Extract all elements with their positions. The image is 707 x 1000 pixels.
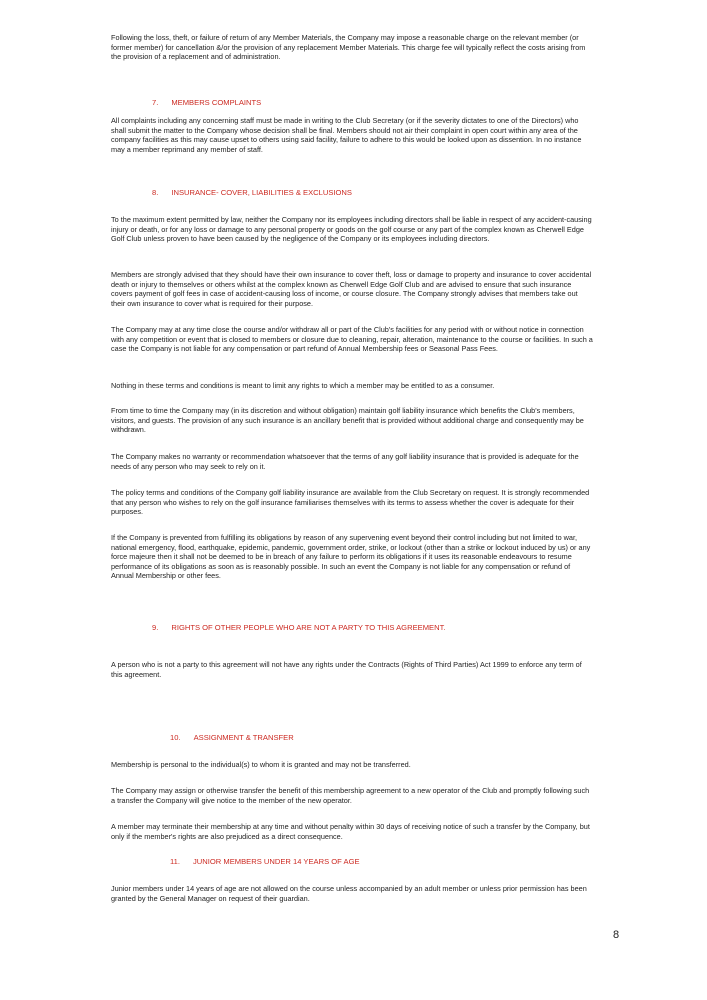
section-8-paragraph-2: Members are strongly advised that they should have their own insurance to cover theft, loss or damage to property and insurance to cover accidental death or injury to themselves or others whilst at the complex known as Cherwell Edge Golf Club and are advised to ensure that such insurance covers payment of golf fees in case of accident-causing loss of income, or course closure. The Company strongly advises that members take out their own insurance to cover what is required for their purpose. <box>111 270 592 308</box>
section-10-heading <box>170 733 294 742</box>
section-7-heading <box>152 98 261 107</box>
section-11-title: JUNIOR MEMBERS UNDER 14 YEARS OF AGE <box>193 857 360 866</box>
section-11-heading <box>170 857 360 866</box>
intro-paragraph: Following the loss, theft, or failure of return of any Member Materials, the Company may impose a reasonable charge on the relevant member (or former member) for cancellation &/or the provision of any replacement Member Materials. This charge fee will typically reflect the costs arising from the provision of a replacement and of administration. <box>111 33 586 62</box>
section-7-paragraph-1: All complaints including any concerning staff must be made in writing to the Club Secretary (or if the severity dictates to one of the Directors) who shall submit the matter to the Company whose decision shall be final. Members should not air their complaint in open court within any area of the company facilities as this may cause upset to others using said facility, failure to adhere to this would be looked upon as dissention. In no instance may a member reprimand any member of staff. <box>111 116 582 154</box>
section-9-paragraph-1: A person who is not a party to this agreement will not have any rights under the Contracts (Rights of Third Parties) Act 1999 to enforce any term of this agreement. <box>111 660 582 679</box>
section-10-paragraph-2: The Company may assign or otherwise transfer the benefit of this membership agreement to a new operator of the Club and promptly following such a transfer the Company will give notice to the member of the new operator. <box>111 786 590 805</box>
section-8-heading <box>152 188 352 197</box>
section-9-heading <box>152 623 445 632</box>
section-10-number: 10. <box>170 733 181 742</box>
section-11-paragraph-1: Junior members under 14 years of age are not allowed on the course unless accompanied by an adult member or unless prior permission has been granted by the General Manager on request of their guardian. <box>111 884 587 903</box>
section-10-title: ASSIGNMENT & TRANSFER <box>193 733 294 742</box>
section-8-paragraph-4: Nothing in these terms and conditions is meant to limit any rights to which a member may be entitled to as a consumer. <box>111 381 495 390</box>
section-8-number: 8. <box>152 188 159 197</box>
section-8-title: INSURANCE- COVER, LIABILITIES & EXCLUSIONS <box>171 188 352 197</box>
section-11-number: 11. <box>170 857 180 866</box>
section-8-paragraph-6: The Company makes no warranty or recommendation whatsoever that the terms of any golf liability insurance that is provided is adequate for the needs of any person who may seek to rely on it. <box>111 452 579 471</box>
section-7-title: MEMBERS COMPLAINTS <box>171 98 262 107</box>
section-8-paragraph-1: To the maximum extent permitted by law, neither the Company nor its employees including directors shall be liable in respect of any accident-causing injury or death, or for any loss or damage to any personal property or goods on the golf course or any part of the complex known as Cherwell Edge Golf Club unless proven to have been caused by the negligence of the Company or its employees including directors. <box>111 215 592 244</box>
section-7-number: 7. <box>152 98 159 107</box>
section-10-paragraph-3: A member may terminate their membership at any time and without penalty within 30 days of receiving notice of such a transfer by the Company, but only if the member's rights are also prejudiced as a direct consequence. <box>111 822 590 841</box>
section-8-paragraph-3: The Company may at any time close the course and/or withdraw all or part of the Club's facilities for any period with or without notice in connection with any competition or event that is closed to members or closure due to cleaning, repair, alteration, maintenance to the course or facilities. In such a case the Company is not liable for any compensation or part refund of Annual Membership fees or Seasonal Pass Fees. <box>111 325 593 354</box>
page-number: 8 <box>613 929 620 941</box>
section-8-paragraph-5: From time to time the Company may (in its discretion and without obligation) maintain golf liability insurance which benefits the Club's members, visitors, and guests. The provision of any such insurance is an ancillary benefit that is provided without additional charge and consequently may be withdrawn. <box>111 406 584 435</box>
section-10-paragraph-1: Membership is personal to the individual(s) to whom it is granted and may not be transferred. <box>111 760 411 769</box>
section-8-paragraph-8: If the Company is prevented from fulfilling its obligations by reason of any supervening event beyond their control including but not limited to war, national emergency, flood, earthquake, epidemic, pandemic, government order, strike, or lockout (other than a strike or lockout induced by us) or any force majeure then it shall not be deemed to be in breach of any failure to perform its obligations if it uses its reasonable endeavours to resume performance of its obligations as soon as is reasonably possible. In such an event the Company is not liable for any compensation or refund of Annual Membership or other fees. <box>111 533 591 581</box>
section-9-title: RIGHTS OF OTHER PEOPLE WHO ARE NOT A PARTY TO THIS AGREEMENT. <box>171 623 446 632</box>
section-9-number: 9. <box>152 623 159 632</box>
section-8-paragraph-7: The policy terms and conditions of the Company golf liability insurance are available from the Club Secretary on request. It is strongly recommended that any person who wishes to rely on the golf insurance familiarises themselves with its terms to assess whether the cover is adequate for their purposes. <box>111 488 590 517</box>
